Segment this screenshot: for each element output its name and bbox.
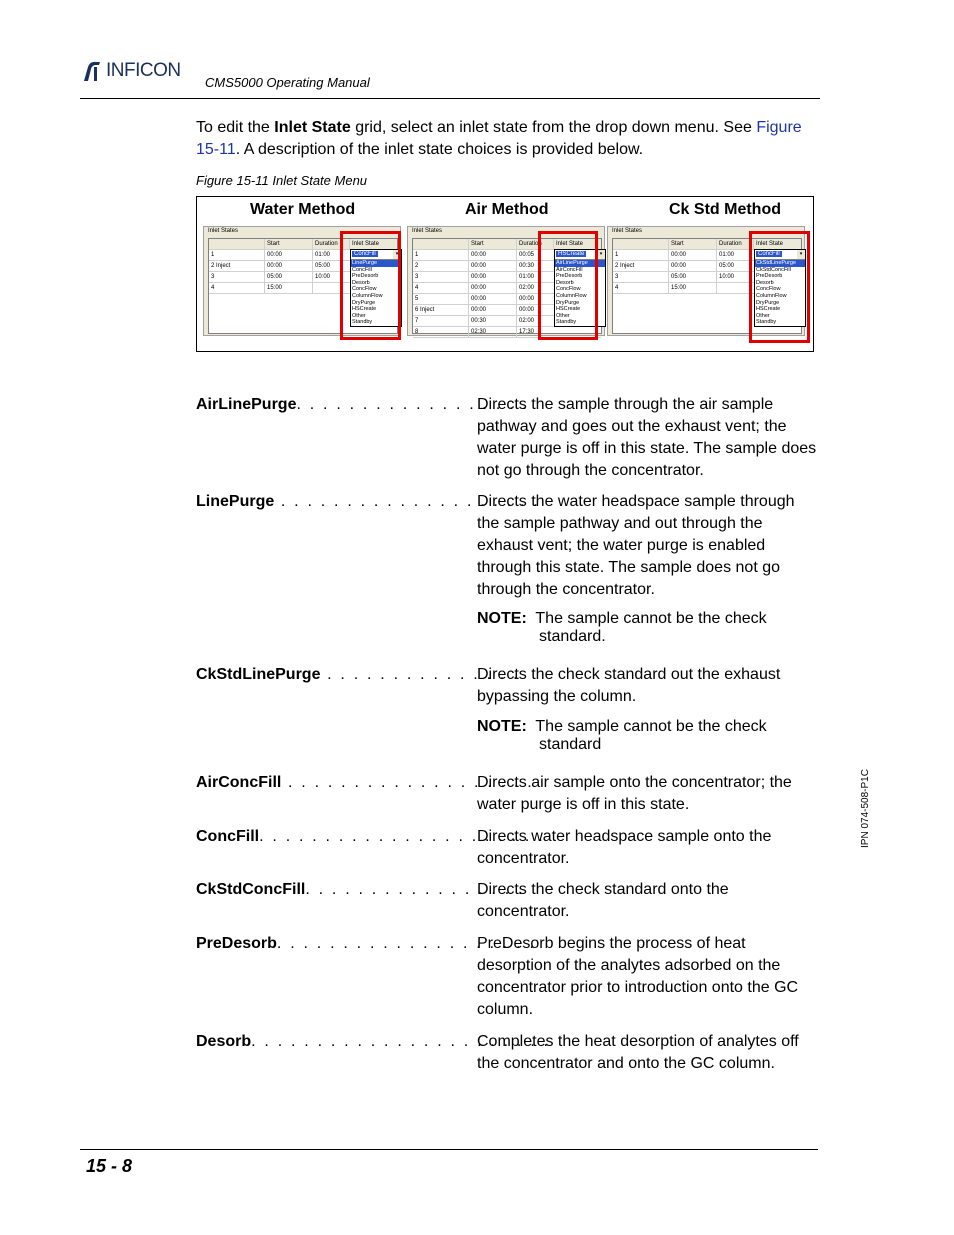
figure-caption: Figure 15-11 Inlet State Menu	[196, 173, 368, 188]
ipn-code: IPN 074-508-P1C	[860, 769, 871, 848]
definition-description: Directs the water headspace sample through the sample pathway and out through the exhaust vent; the water purge is enabled through this state. The sample does not go through the concentrator.	[477, 493, 795, 598]
leader-dots: . . . . . . . . . . . . . . . . . . . .	[276, 935, 537, 952]
intro-paragraph	[196, 117, 816, 161]
grid-cell[interactable]: 10:00	[716, 272, 753, 283]
ckstd-method-title: Ck Std Method	[669, 201, 781, 218]
dropdown-option[interactable]: AirLinePurge	[555, 260, 605, 267]
leader-dots: . . . . . . . . . . . . . . . . . .	[296, 396, 530, 413]
intro-text-1: To edit the	[196, 119, 275, 136]
definition-term	[196, 1031, 551, 1053]
grid-cell[interactable]: 3	[615, 274, 619, 280]
dropdown-option[interactable]: ConcFlow	[352, 286, 377, 293]
grid-cell[interactable]: 3	[415, 274, 419, 280]
term-label: AirConcFill	[196, 774, 282, 791]
grid-cell[interactable]: 3	[211, 274, 215, 280]
grid-cell[interactable]: 00:00	[468, 294, 516, 305]
grid-header-cell: Inlet State	[753, 239, 803, 250]
leader-dots: . . . . . . . . . . . . . . . . .	[305, 881, 525, 898]
grid-header-cell: Start	[264, 239, 312, 250]
intro-bold: Inlet State	[274, 119, 351, 136]
inlet-state-figure	[196, 196, 814, 352]
grid-header-cell: Inlet State	[553, 239, 603, 250]
grid-cell[interactable]: 1	[211, 252, 215, 258]
grid-cell[interactable]: 5	[415, 296, 419, 302]
definition-term	[196, 879, 525, 901]
leader-dots: . . . . . . . . . . . . . . . . . . .	[281, 774, 534, 791]
grid-cell[interactable]: 6 Inject	[415, 307, 435, 313]
grid-cell[interactable]: 00:30	[468, 316, 516, 327]
grid-header-cell: Duration	[716, 239, 753, 250]
grid-cell[interactable]: 2	[415, 263, 419, 269]
chevron-down-icon[interactable]: ▾	[797, 250, 805, 259]
grid-cell[interactable]: 02:00	[516, 316, 553, 327]
definition-term	[196, 772, 534, 794]
air-highlight-box	[538, 231, 598, 340]
ckstd-highlight-box	[749, 231, 810, 343]
definition-term	[196, 933, 537, 955]
grid-cell[interactable]: 05:00	[716, 261, 753, 272]
dropdown-option[interactable]: CkStdConcFill	[756, 266, 791, 273]
dropdown-option[interactable]: ConcFlow	[556, 286, 581, 293]
term-label: Desorb	[196, 1033, 252, 1050]
grid-header-cell: Duration	[312, 239, 349, 250]
grid-cell[interactable]: 17:30	[516, 327, 553, 338]
leader-dots: . . . . . . . . . . . . . . . . . . . .	[274, 493, 541, 510]
grid-cell[interactable]: 01:00	[516, 272, 553, 283]
grid-cell[interactable]: 00:00	[264, 261, 312, 272]
dropdown-selected-value: HSCreate	[558, 251, 585, 257]
dropdown-option[interactable]: ConcFlow	[756, 286, 781, 293]
note-text: The sample cannot be the check standard	[535, 718, 767, 753]
panel-label: Inlet States	[412, 228, 443, 234]
grid-cell[interactable]: 1	[415, 252, 419, 258]
leader-dots: . . . . . . . . . . . . . . . . . . . . . . .	[251, 1033, 551, 1050]
dropdown-option[interactable]: HSCreate	[352, 306, 377, 313]
grid-cell[interactable]: 05:00	[668, 272, 716, 283]
water-method-title: Water Method	[250, 201, 356, 218]
grid-cell[interactable]: 2 Inject	[211, 263, 231, 269]
chevron-down-icon[interactable]: ▾	[597, 250, 605, 259]
dropdown-option[interactable]: PreDesorb	[352, 273, 379, 280]
grid-header-cell: Duration	[516, 239, 553, 250]
air-method-title: Air Method	[465, 201, 549, 218]
definition-description: Directs water headspace sample onto the concentrator.	[477, 828, 772, 867]
grid-cell[interactable]: 00:00	[668, 250, 716, 261]
dropdown-option[interactable]: Standby	[352, 319, 373, 326]
definition-description: Completes the heat desorption of analytes off the concentrator and onto the GC column.	[477, 1033, 799, 1072]
grid-cell[interactable]: 10:00	[312, 272, 349, 283]
grid-cell[interactable]: 00:00	[668, 261, 716, 272]
dropdown-option[interactable]: ColumnFlow	[556, 292, 587, 299]
chevron-down-icon[interactable]: ▾	[393, 250, 401, 259]
dropdown-option[interactable]: Desorb	[556, 279, 574, 286]
logo-text: INFICON	[106, 60, 181, 81]
inficon-logo	[80, 58, 181, 84]
grid-cell[interactable]: 1	[615, 252, 619, 258]
definition-description: Directs the check standard onto the concentrator.	[477, 881, 729, 920]
term-label: LinePurge	[196, 493, 275, 510]
inficon-logo-icon	[80, 59, 104, 83]
dropdown-option[interactable]: DryPurge	[756, 299, 780, 306]
grid-header-cell	[413, 239, 468, 250]
dropdown-option[interactable]: ColumnFlow	[352, 292, 383, 299]
header-rule	[80, 98, 820, 99]
definition-description: Directs the check standard out the exhaust bypassing the column.	[477, 666, 781, 705]
dropdown-option[interactable]: HSCreate	[556, 306, 581, 313]
manual-title: CMS5000 Operating Manual	[205, 75, 370, 90]
intro-text-3: . A description of the inlet state choices is provided below.	[235, 141, 644, 158]
dropdown-option[interactable]: Standby	[556, 319, 577, 326]
term-label: AirLinePurge	[196, 396, 297, 413]
dropdown-option[interactable]: HSCreate	[756, 306, 781, 313]
term-label: PreDesorb	[196, 935, 277, 952]
grid-cell[interactable]: 4	[211, 285, 215, 291]
grid-header-cell: Inlet State	[349, 239, 399, 250]
grid-cell[interactable]: 7	[415, 318, 419, 324]
figure-link[interactable]: Figure 15-11	[196, 119, 802, 158]
panel-label: Inlet States	[612, 228, 643, 234]
note-text: The sample cannot be the check standard.	[535, 610, 767, 645]
grid-cell[interactable]: 00:00	[264, 250, 312, 261]
term-label: CkStdLinePurge	[196, 666, 321, 683]
grid-cell[interactable]: 02:00	[516, 283, 553, 294]
definition-description: Directs the sample through the air sample pathway and goes out the exhaust vent; the water purge is off in this state. The sample does not go through the concentrator.	[477, 396, 817, 479]
dropdown-option[interactable]: Desorb	[756, 279, 774, 286]
grid-header-cell	[209, 239, 264, 250]
grid-header-cell	[613, 239, 668, 250]
note-block	[477, 610, 817, 646]
grid-cell[interactable]: 01:00	[716, 250, 753, 261]
term-label: CkStdConcFill	[196, 881, 306, 898]
dropdown-option[interactable]: PreDesorb	[556, 273, 583, 280]
intro-text-2: grid, select an inlet state from the drop down menu. See	[350, 119, 757, 136]
grid-cell[interactable]: 00:00	[516, 305, 553, 316]
grid-cell[interactable]: 00:00	[468, 261, 516, 272]
grid-cell[interactable]: 05:00	[312, 261, 349, 272]
note-label: NOTE:	[477, 610, 527, 627]
grid-cell[interactable]: 00:30	[516, 261, 553, 272]
dropdown-option[interactable]: AirConcFill	[556, 266, 583, 273]
grid-cell[interactable]: 00:05	[516, 250, 553, 261]
grid-cell[interactable]	[716, 283, 753, 294]
grid-cell[interactable]: 00:00	[468, 283, 516, 294]
grid-cell[interactable]: 00:00	[468, 305, 516, 316]
grid-cell[interactable]: 02:30	[468, 327, 516, 338]
water-highlight-box	[340, 231, 401, 340]
dropdown-selected-value: ConcFill	[354, 251, 376, 257]
grid-cell[interactable]: 05:00	[264, 272, 312, 283]
grid-cell[interactable]: 00:00	[468, 272, 516, 283]
dropdown-option[interactable]: Other	[756, 312, 770, 319]
dropdown-option[interactable]: CkStdLinePurge	[755, 260, 805, 267]
definition-description: Directs air sample onto the concentrator; the water purge is off in this state.	[477, 774, 792, 813]
dropdown-selected-value: ConcFill	[758, 251, 780, 257]
leader-dots: . . . . . . . . . . . . . . . . . . . . . .	[259, 828, 545, 845]
dropdown-option[interactable]: ColumnFlow	[756, 292, 787, 299]
panel-label: Inlet States	[208, 228, 239, 234]
grid-cell[interactable]: 15:00	[668, 283, 716, 294]
definition-term	[196, 664, 520, 686]
note-block	[477, 718, 817, 754]
grid-cell[interactable]: 8	[415, 329, 419, 335]
grid-cell[interactable]: 01:00	[312, 250, 349, 261]
grid-cell[interactable]: 2 Inject	[615, 263, 635, 269]
grid-cell[interactable]: 15:00	[264, 283, 312, 294]
definition-term	[196, 826, 545, 848]
term-label: ConcFill	[196, 828, 260, 845]
dropdown-option[interactable]: Standby	[756, 319, 777, 326]
dropdown-option[interactable]: DryPurge	[556, 299, 580, 306]
grid-cell[interactable]: 4	[615, 285, 619, 291]
dropdown-option[interactable]: DryPurge	[352, 299, 376, 306]
definition-description: PreDesorb begins the process of heat desorption of the analytes adsorbed on the concentrator prior to introduction onto the GC column.	[477, 935, 799, 1018]
dropdown-option[interactable]: PreDesorb	[756, 273, 783, 280]
definition-term	[196, 491, 541, 513]
note-label: NOTE:	[477, 718, 527, 735]
dropdown-option[interactable]: Other	[556, 312, 570, 319]
dropdown-option[interactable]: ConcFill	[352, 266, 372, 273]
leader-dots: . . . . . . . . . . . . . . .	[320, 666, 520, 683]
dropdown-option[interactable]: Desorb	[352, 279, 370, 286]
grid-header-cell: Start	[668, 239, 716, 250]
definition-term	[196, 394, 530, 416]
grid-header-cell: Start	[468, 239, 516, 250]
grid-cell[interactable]: 00:00	[516, 294, 553, 305]
grid-cell[interactable]: 00:00	[468, 250, 516, 261]
grid-cell[interactable]: 4	[415, 285, 419, 291]
dropdown-option[interactable]: LinePurge	[351, 260, 401, 267]
dropdown-option[interactable]: Other	[352, 312, 366, 319]
footer-rule	[80, 1149, 818, 1150]
page-number: 15 - 8	[86, 1156, 133, 1176]
